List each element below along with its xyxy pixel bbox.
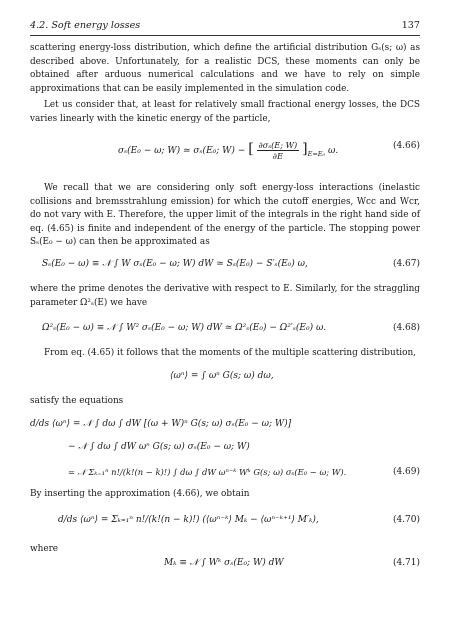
eq-4-66-numerator: ∂σₛ(E; W) (258, 140, 298, 150)
eq-number-4-71: (4.71) (392, 558, 420, 568)
paragraph-3: We recall that we are considering only soft energy-loss interactions (inelastic collisions and bremsstrahlung emission) for which the cutoff energies, Wcc and Wcr, do not vary with E. Therefore, the upper limit of the integrals in the right hand side of eq. (4.65) is finite and independent of the energy of the particle. The stopping power Sₛ(E₀ − ω) can then be approximated as (30, 183, 420, 248)
eq-4-69-line-2-body: − 𝒩 ∫ dω ∫ dW ωⁿ G(s; ω) σₛ(E₀ − ω; W) (68, 442, 250, 452)
equation-4-69-line-3 (30, 467, 420, 481)
equation-4-69-line-2 (30, 442, 420, 456)
running-header (30, 20, 420, 31)
eq-number-4-69: (4.69) (392, 467, 420, 477)
paragraph-8: where (30, 544, 59, 554)
eq-number-4-68: (4.68) (392, 323, 420, 333)
equation-moments (30, 371, 420, 385)
eq-moments-body: ⟨ωⁿ⟩ = ∫ ωⁿ G(s; ω) dω, (170, 371, 274, 381)
eq-4-66-tail: ω. (328, 146, 339, 156)
eq-4-66-fraction (257, 140, 300, 161)
equation-4-71 (30, 558, 420, 572)
eq-4-66-denominator: ∂E (272, 151, 283, 161)
page-number: 137 (401, 20, 420, 31)
paragraph-7: By inserting the approximation (4.66), we obtain (30, 489, 250, 499)
equation-4-70 (30, 515, 420, 529)
paragraph-6: satisfy the equations (30, 396, 124, 406)
equation-4-68 (30, 323, 420, 337)
paragraph-5: From eq. (4.65) it follows that the moments of the multiple scattering distribution, (44, 348, 416, 358)
header-rule (30, 35, 420, 36)
paragraph-2: Let us consider that, at least for relatively small fractional energy losses, the DCS varies linearly with the kinetic energy of the particle, (30, 100, 420, 124)
eq-4-66-evaluation: E=E₀ (307, 149, 326, 158)
eq-4-66-lhs: σₛ(E₀ − ω; W) ≃ σₛ(E₀; W) − (118, 146, 246, 156)
eq-4-71-body: Mₖ ≡ 𝒩 ∫ Wᵏ σₛ(E₀; W) dW (164, 558, 284, 568)
eq-4-67-body: Sₛ(E₀ − ω) ≡ 𝒩 ∫ W σₛ(E₀ − ω; W) dW ≃ Sₛ(E₀) − S′ₛ(E₀) ω, (42, 259, 308, 269)
eq-4-69-line-1-body: d/ds ⟨ωⁿ⟩ = 𝒩 ∫ dω ∫ dW [(ω + W)ⁿ G(s; ω) σₛ(E₀ − ω; W)] (30, 419, 292, 429)
eq-number-4-66: (4.66) (392, 141, 420, 151)
paragraph-4: where the prime denotes the derivative with respect to E. Similarly, for the straggling parameter Ω²ₛ(E) we have (30, 284, 420, 308)
paragraph-1: scattering energy-loss distribution, which define the artificial distribution Gₛ(s; ω) as described above. Unfortunately, for a realistic DCS, these moments can only be obtained after arduous numerical calculations and we have to rely on simple approximations that can be easily implemented in the simulation code. (30, 43, 420, 94)
eq-number-4-70: (4.70) (392, 515, 420, 525)
eq-number-4-67: (4.67) (392, 259, 420, 269)
section-title: 4.2. Soft energy losses (30, 20, 141, 31)
eq-4-70-body: d/ds ⟨ωⁿ⟩ = Σₖ₌₁ⁿ n!/(k!(n − k)!) (⟨ωⁿ⁻ᵏ⟩ Mₖ − ⟨ωⁿ⁻ᵏ⁺¹⟩ M′ₖ), (58, 515, 319, 525)
equation-4-67 (30, 259, 420, 273)
eq-4-69-line-3-body: = 𝒩 Σₖ₌₁ⁿ n!/(k!(n − k)!) ∫ dω ∫ dW ωⁿ⁻ᵏ Wᵏ G(s; ω) σₛ(E₀ − ω; W). (68, 467, 347, 477)
equation-4-69-line-1 (30, 419, 420, 433)
equation-4-66: σₛ(E₀ − ω; W) ≃ σₛ(E₀; W) − [ $\frac{\text{∂σₛ(E; W)}}{\partial E}$ ]$_{E=E_0}$ ω. (4.66) (118, 140, 420, 161)
eq-4-68-body: Ω²ₛ(E₀ − ω) ≡ 𝒩 ∫ W² σₛ(E₀ − ω; W) dW ≃ Ω²ₛ(E₀) − Ω²′ₛ(E₀) ω. (42, 323, 327, 333)
